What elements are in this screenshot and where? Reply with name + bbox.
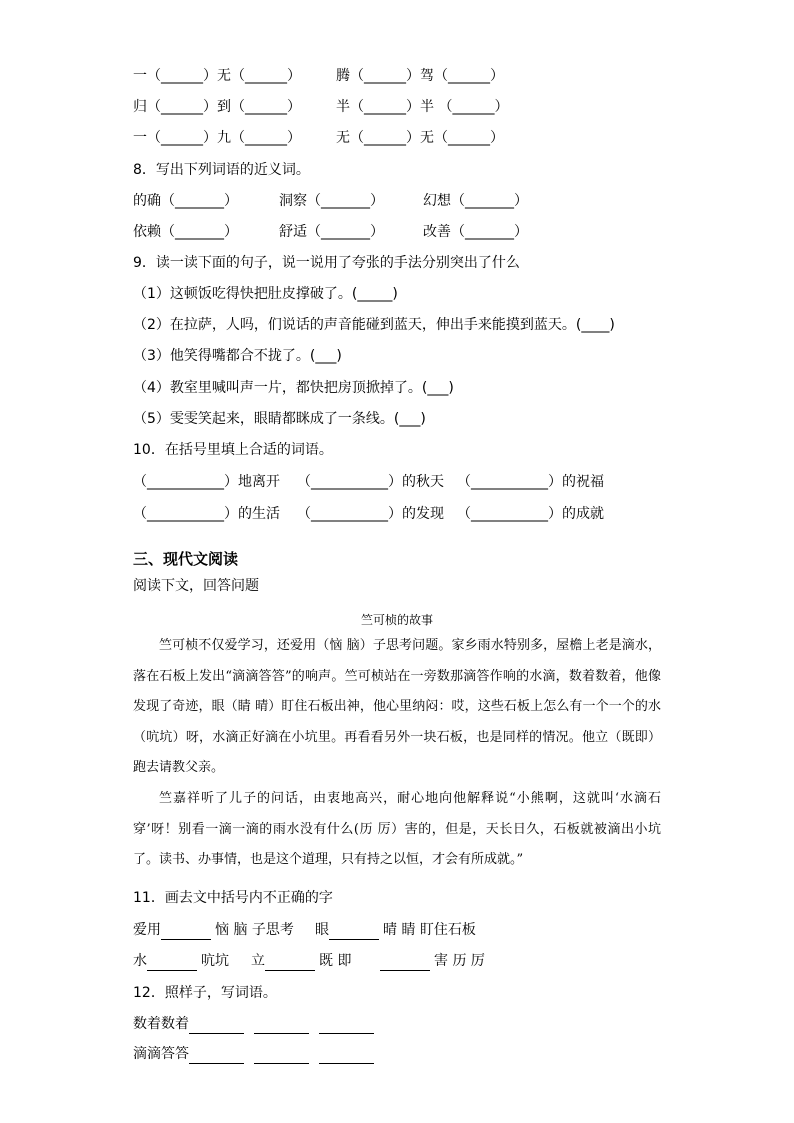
q12-title: 12．照样子，写词语。 — [133, 985, 277, 1001]
q8-item: 洞察（_______） — [279, 193, 384, 209]
q8-item: 的确（_______） — [133, 193, 238, 209]
q11-item-prefix: 立 — [251, 953, 265, 969]
section-title: 三、现代文阅读 — [133, 550, 239, 568]
q11-item-options: 晴 睛 盯住石板 — [383, 922, 476, 938]
q11-item-prefix: 眼 — [315, 922, 329, 938]
q11-title: 11．画去文中括号内不正确的字 — [133, 890, 333, 906]
q9-item-2: （2）在拉萨，人吗，们说话的声音能碰到蓝天，伸出手来能摸到蓝天。(____) — [133, 317, 615, 333]
q7-item: 无（______）无（______） — [336, 130, 504, 146]
q7-item: 一（______）无（______） — [133, 68, 301, 84]
story-title: 竺可桢的故事 — [360, 613, 433, 627]
q11-item — [380, 951, 485, 971]
q11-item-options: 吭坑 — [201, 953, 229, 969]
q7-item: 一（______）九（______） — [133, 130, 301, 146]
answer-blank[interactable] — [147, 954, 197, 971]
q8-item: 舒适（_______） — [279, 224, 384, 240]
answer-blank[interactable] — [329, 923, 379, 940]
q10-item: （___________）的祝福 — [457, 474, 604, 490]
answer-blank[interactable] — [319, 1017, 374, 1034]
q9-title: 9．读一读下面的句子，说一说用了夸张的手法分别突出了什么 — [133, 255, 520, 271]
q11-item-prefix: 水 — [133, 953, 147, 969]
q9-item-4: （4）教室里喊叫声一片，都快把房顶掀掉了。(___) — [133, 380, 454, 396]
q11-item-options: 恼 脑 子思考 — [215, 922, 294, 938]
q9-item-1: （1）这顿饭吃得快把肚皮撑破了。(_____) — [133, 286, 398, 302]
q11-item — [133, 920, 294, 940]
answer-blank[interactable] — [254, 1047, 309, 1064]
q7-item: 归（______）到（______） — [133, 99, 301, 115]
q11-item-prefix: 爱用 — [133, 922, 161, 938]
q8-item: 幻想（_______） — [423, 193, 528, 209]
q10-item: （___________）的发现 — [297, 506, 444, 522]
q12-example: 数着数着 — [133, 1016, 189, 1032]
q8-item: 改善（_______） — [423, 224, 528, 240]
q10-item: （___________）的生活 — [133, 506, 280, 522]
q7-item: 腾（______）驾（______） — [336, 68, 504, 84]
q9-item-3: （3）他笑得嘴都合不拢了。(___) — [133, 348, 342, 364]
q11-item — [133, 951, 229, 971]
answer-blank[interactable] — [189, 1047, 244, 1064]
answer-blank[interactable] — [254, 1017, 309, 1034]
q12-item — [133, 1014, 378, 1034]
q10-item: （___________）的成就 — [457, 506, 604, 522]
q9-item-5: （5）雯雯笑起来，眼睛都眯成了一条线。(___) — [133, 411, 426, 427]
q11-item — [315, 920, 476, 940]
section-instruction: 阅读下文，回答问题 — [133, 578, 259, 594]
story-paragraph-1: 竺可桢不仅爱学习，还爱用（恼 脑）子思考问题。家乡雨水特别多，屋檐上老是滴水，落在石板上发出“滴滴答答”的响声。竺可桢站在一旁数那滴答作响的水滴，数着数着，他像发现了奇迹，眼（睛 晴）盯住石板出神，他心里纳闷：哎，这些石板上怎么有一个一个的水（吭坑）呀，水滴正好滴在小坑里。再看看另外一块石板，也是同样的情况。他立（既即）跑去请教父亲。 — [133, 638, 661, 775]
q10-item: （___________）地离开 — [133, 474, 280, 490]
answer-blank[interactable] — [265, 954, 315, 971]
answer-blank[interactable] — [380, 954, 430, 971]
answer-blank[interactable] — [161, 923, 211, 940]
q11-item-options: 既 即 — [319, 953, 352, 969]
answer-blank[interactable] — [189, 1017, 244, 1034]
answer-blank[interactable] — [319, 1047, 374, 1064]
q11-item — [251, 951, 351, 971]
q8-title: 8．写出下列词语的近义词。 — [133, 162, 310, 178]
q12-item — [133, 1044, 378, 1064]
q7-item: 半（______）半 （______） — [336, 99, 509, 115]
story-paragraph-2: 竺嘉祥听了儿子的问话，由衷地高兴，耐心地向他解释说“小熊啊，这就叫‘水滴石穿’呀！别看一滴一滴的雨水没有什么(历 厉）害的，但是，天长日久，石板就被滴出小坑了。读书、办事情，也是这个道理，只有持之以恒，才会有所成就。” — [133, 791, 661, 867]
q8-item: 依赖（_______） — [133, 224, 238, 240]
q10-item: （___________）的秋天 — [297, 474, 444, 490]
q11-item-options: 害 历 厉 — [434, 953, 485, 969]
q10-title: 10．在括号里填上合适的词语。 — [133, 442, 333, 458]
q12-example: 滴滴答答 — [133, 1046, 189, 1062]
